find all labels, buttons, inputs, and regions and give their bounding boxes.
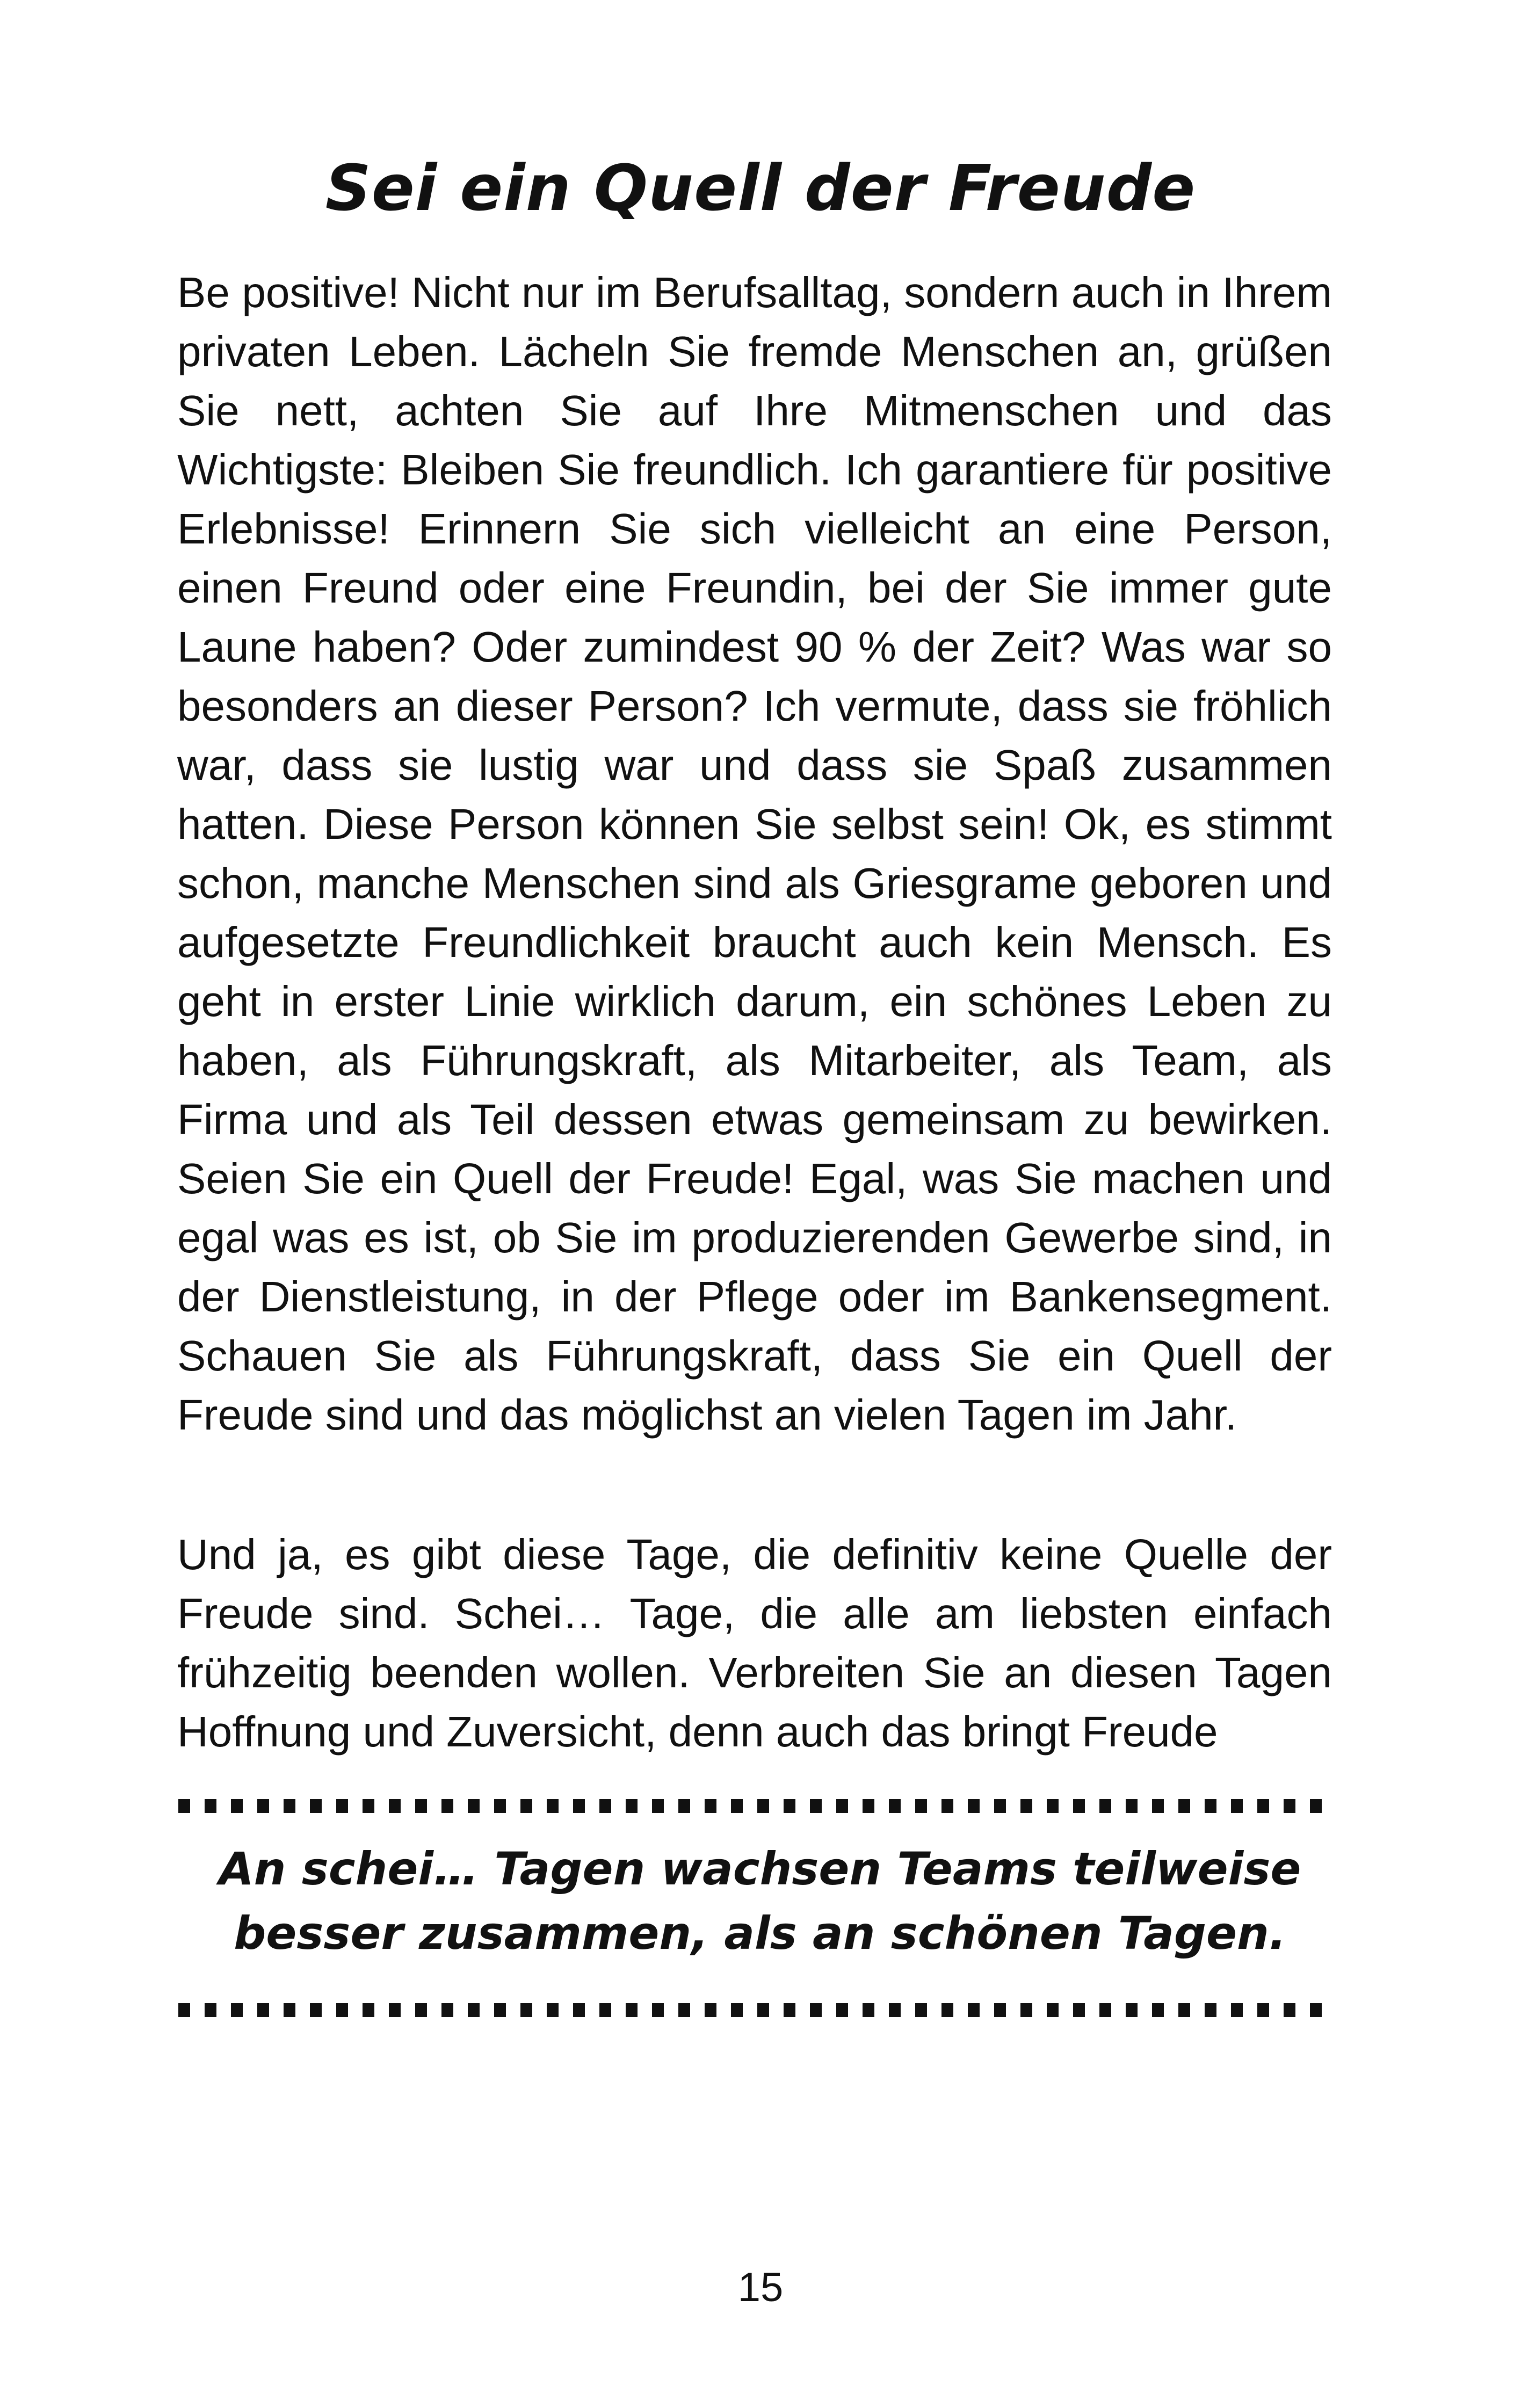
- body-paragraph-2: Und ja, es gibt diese Tage, die definitiv keine Quelle der Freude sind. Schei… Tage, die alle am liebsten einfach frühzeitig beenden wollen. Verbreiten Sie an diesen Tagen Hoffnung und Zuversicht, denn auch das bringt Freude: [177, 1531, 1332, 1756]
- highlight-quote: [177, 1837, 1343, 1965]
- body-paragraph-1: Be positive! Nicht nur im Berufsalltag, sondern auch in Ihrem privaten Leben. Lächeln Sie fremde Menschen an, grüßen Sie nett, achten Sie auf Ihre Mitmenschen und das Wichtigste: Bleiben Sie freundlich. Ich garantiere für positive Erlebnisse! Erinnern Sie sich vielleicht an eine Person, einen Freund oder eine Freundin, bei der Sie immer gute Laune haben? Oder zumindest 90 % der Zeit? Was war so besonders an dieser Person? Ich vermute, dass sie fröhlich war, dass sie lustig war und dass sie Spaß zusammen hatten. Diese Person können Sie selbst sein! Ok, es stimmt schon, manche Menschen sind als Griesgrame geboren und aufgesetzte Freundlichkeit braucht auch kein Mensch. Es geht in erster Linie wirklich darum, ein schönes Leben zu haben, als Führungskraft, als Mitarbeiter, als Team, als Firma und als Teil dessen etwas gemeinsam zu bewirken. Seien Sie ein Quell der Freude! Egal, was Sie machen und egal was es ist, ob Sie im produzierenden Gewerbe sind, in der Dienstleistung, in der Pflege oder im Bankensegment. Schauen Sie als Führungskraft, dass Sie ein Quell der Freude sind und das möglichst an vielen Tagen im Jahr.: [177, 269, 1332, 1439]
- dotted-divider-bottom: [178, 2003, 1322, 2017]
- quote-line-1: An schei… Tagen wachsen Teams teilweise: [219, 1843, 1301, 1895]
- page-number: 15: [737, 2265, 784, 2310]
- dotted-divider-top: [178, 1799, 1322, 1813]
- page-title: Sei ein Quell der Freude: [325, 151, 1196, 225]
- quote-line-2: besser zusammen, als an schönen Tagen.: [234, 1907, 1286, 1960]
